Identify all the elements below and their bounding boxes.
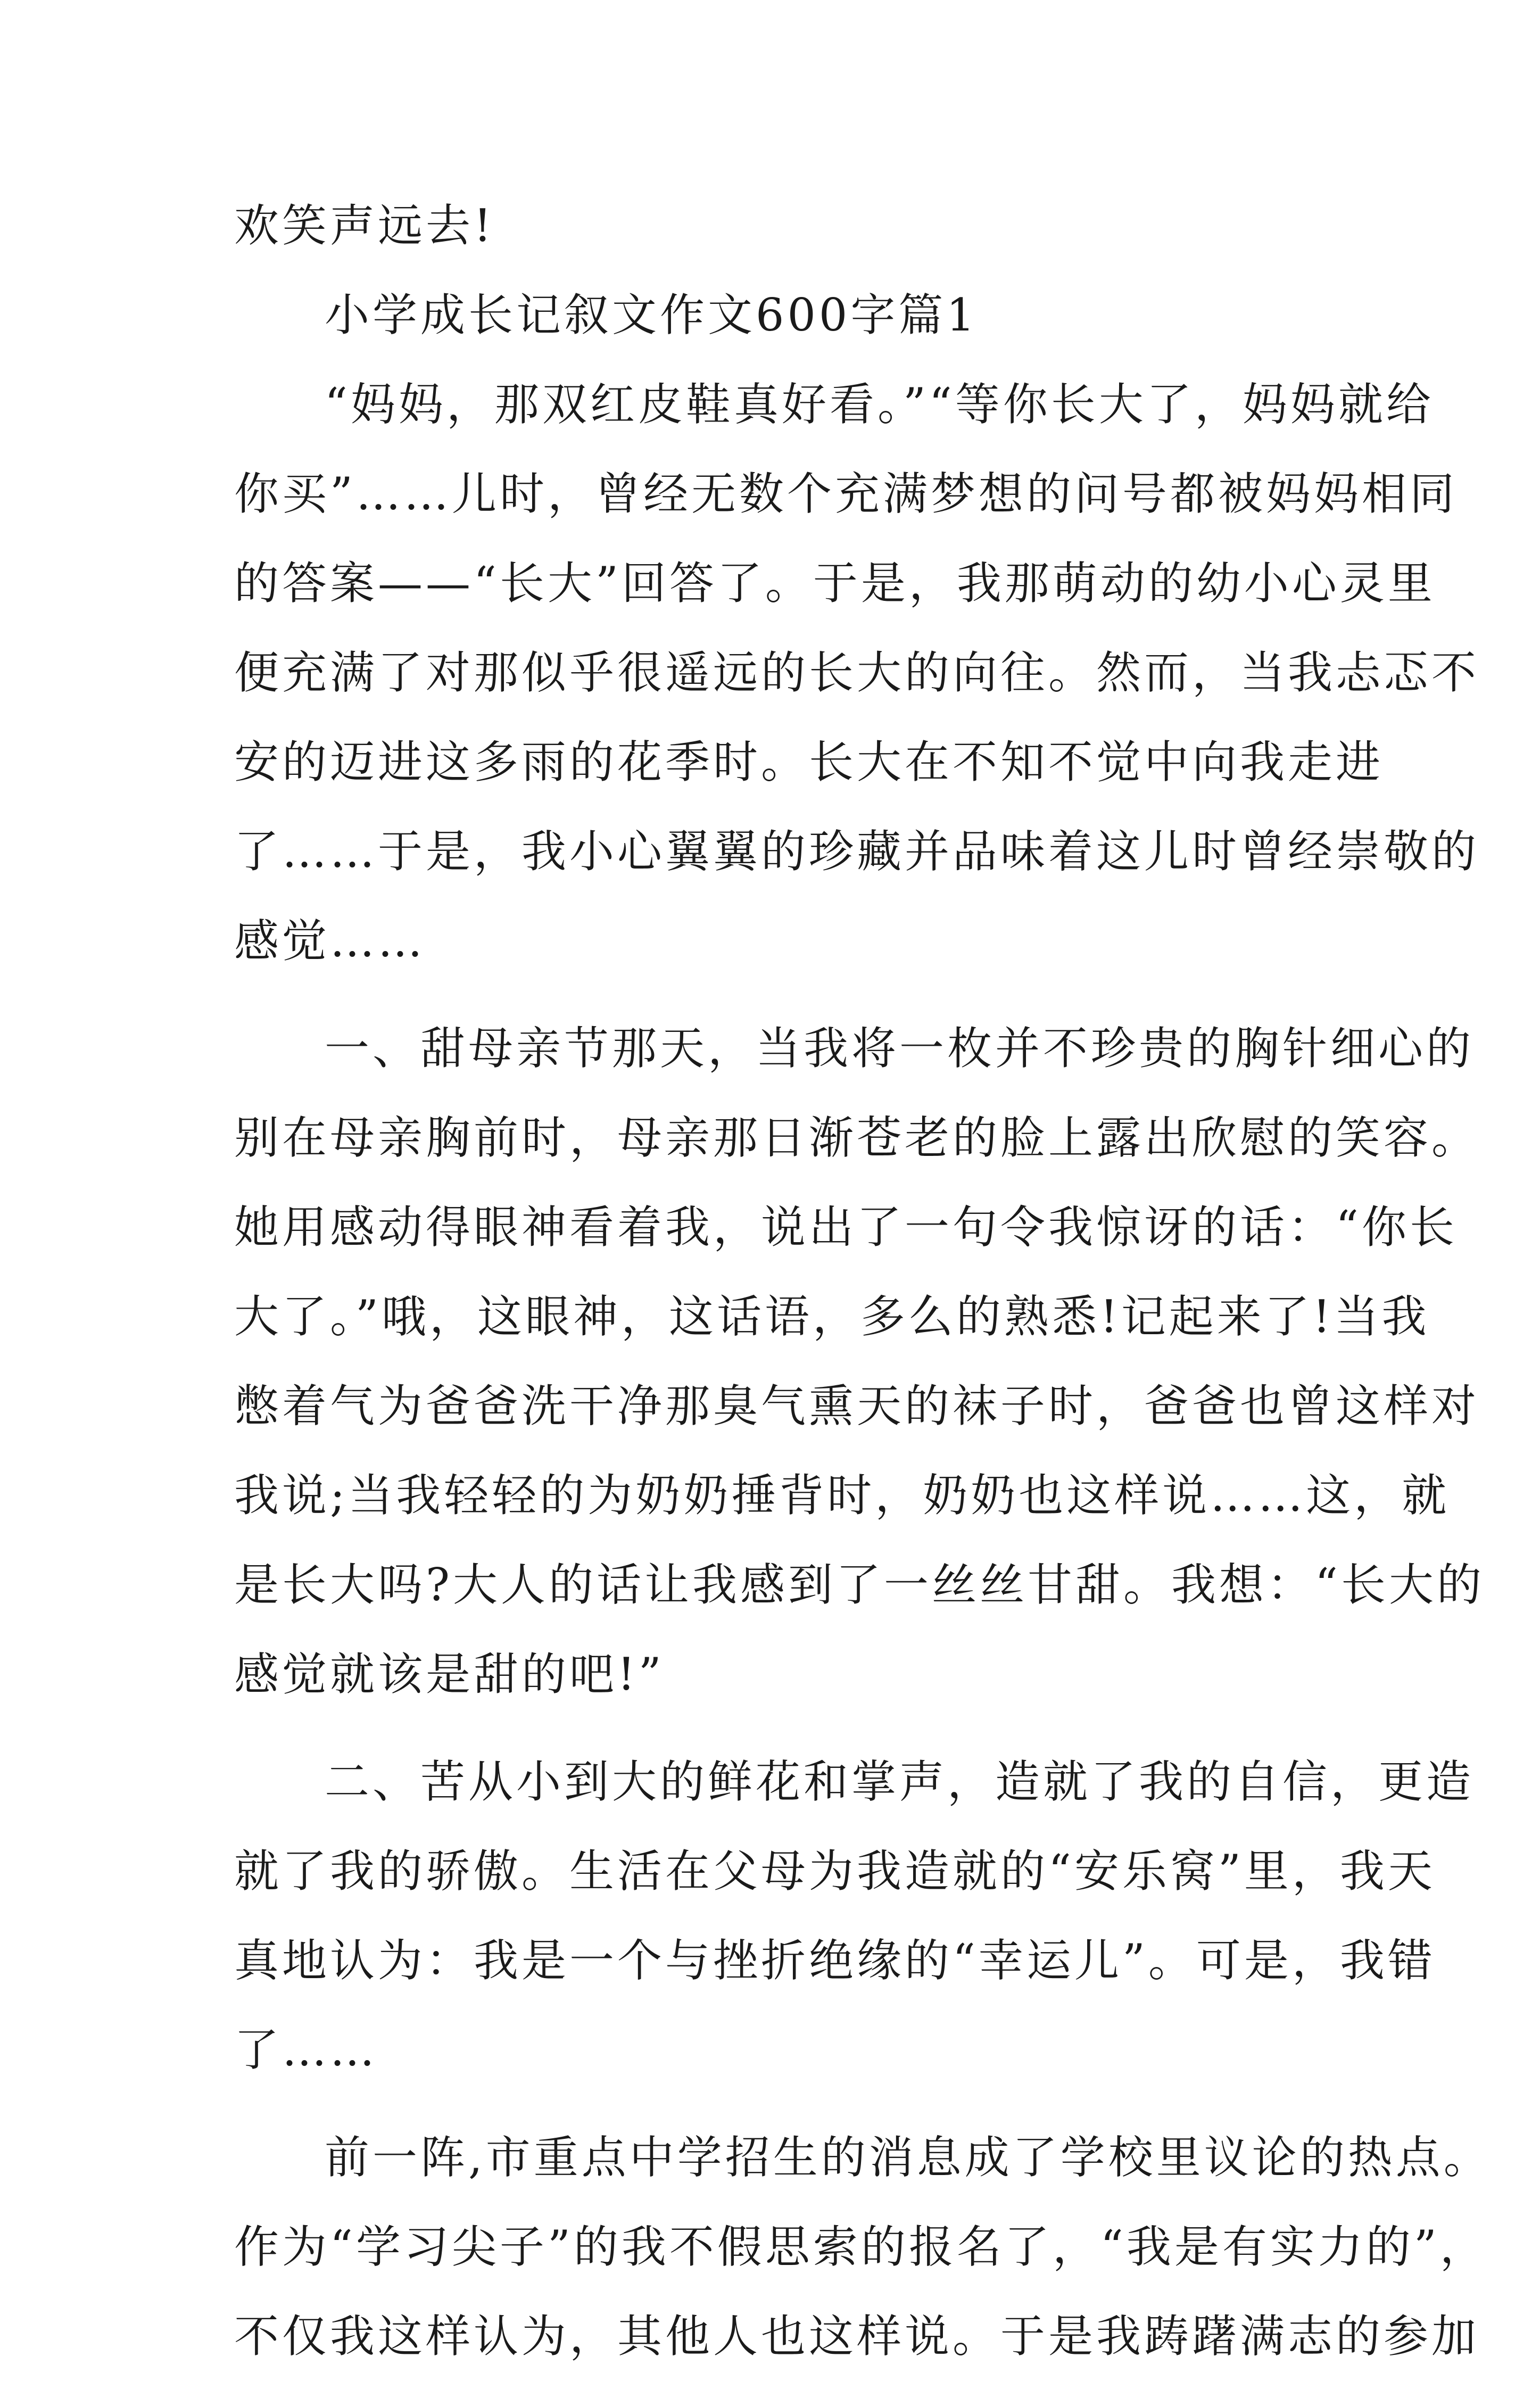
paragraph-line: 我说;当我轻轻的为奶奶捶背时，奶奶也这样说……这，就 [234,1469,1450,1522]
document-body [234,181,1492,2381]
paragraph-line: 就了我的骄傲。生活在父母为我造就的“安乐窝”里，我天 [234,1845,1436,1897]
paragraph-line: 的答案——“长大”回答了。于是，我那萌动的幼小心灵里 [234,557,1436,609]
section-title: 小学成长记叙文作文600字篇1 [325,289,978,341]
paragraph-line: 了…… [234,2024,378,2076]
paragraph-line: 真地认为：我是一个与挫折绝缘的“幸运儿”。可是，我错 [234,1934,1436,1987]
paragraph-line: 便充满了对那似乎很遥远的长大的向往。然而，当我忐忑不 [234,647,1480,699]
paragraph-line: 作为“学习尖子”的我不假思索的报名了，“我是有实力的”， [234,2221,1488,2273]
paragraph-1 [234,360,1480,986]
paragraph-2 [234,1004,1485,1719]
paragraph-line: 不仅我这样认为，其他人也这样说。于是我踌躇满志的参加 [234,2310,1480,2362]
paragraph-line: 你买”……儿时，曾经无数个充满梦想的问号都被妈妈相同 [234,468,1458,520]
opening-line: 欢笑声远去! [234,200,495,252]
paragraph-line: 安的迈进这多雨的花季时。长大在不知不觉中向我走进 [234,736,1384,788]
paragraph-line: 了……于是，我小心翼翼的珍藏并品味着这儿时曾经崇敬的 [234,825,1480,878]
paragraph-4 [234,2113,1492,2381]
paragraph-line: 她用感动得眼神看着我，说出了一句令我惊讶的话：“你长 [234,1201,1458,1253]
paragraph-line: 感觉就该是甜的吧!” [234,1648,665,1700]
paragraph-line: 憋着气为爸爸洗干净那臭气熏天的袜子时，爸爸也曾这样对 [234,1380,1480,1432]
paragraph-3 [234,1737,1475,2095]
paragraph-line: 前一阵,市重点中学招生的消息成了学校里议论的热点。 [325,2131,1492,2184]
paragraph-line: “妈妈，那双红皮鞋真好看。”“等你长大了，妈妈就给 [325,378,1434,431]
paragraph-line: 一、甜母亲节那天，当我将一枚并不珍贵的胸针细心的 [325,1022,1475,1074]
paragraph-line: 二、苦从小到大的鲜花和掌声，造就了我的自信，更造 [325,1756,1475,1808]
paragraph-line: 是长大吗?大人的话让我感到了一丝丝甘甜。我想：“长大的 [234,1559,1485,1611]
paragraph-line: 感觉…… [234,915,426,967]
paragraph-line: 大了。”哦，这眼神，这话语，多么的熟悉!记起来了!当我 [234,1291,1430,1343]
paragraph-line: 别在母亲胸前时，母亲那日渐苍老的脸上露出欣慰的笑容。 [234,1112,1480,1164]
